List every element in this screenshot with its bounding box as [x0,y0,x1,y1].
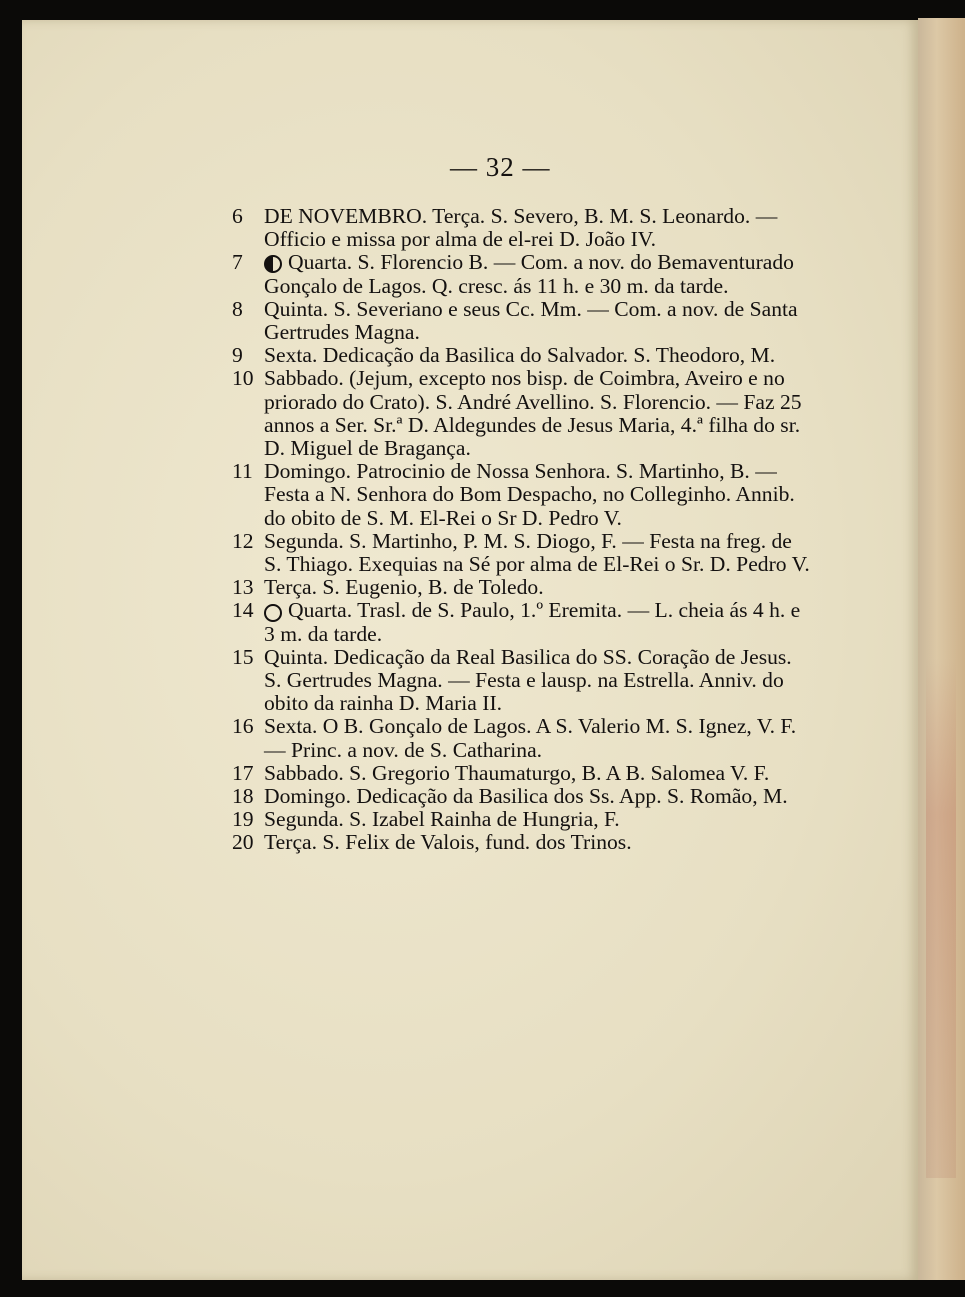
entry-13 [232,576,812,599]
entry-text: Terça. S. Eugenio, B. de Toledo. [264,575,544,600]
paper-stain [926,658,956,1178]
entry-text: Domingo. Patrocinio de Nossa Senhora. S. Martinho, B. — Festa a N. Senhora do Bom Despacho, no Colleginho. Annib. do obito de S. M. El-Rei o Sr D. Pedro V. [264,459,795,530]
day-number: 19 [232,807,254,832]
day-number: 18 [232,784,254,809]
entry-text: Segunda. S. Izabel Rainha de Hungria, F. [264,807,620,832]
day-number: 15 [232,644,254,669]
entry-text: Segunda. S. Martinho, P. M. S. Diogo, F. — Festa na freg. de S. Thiago. Exequias na Sé por alma de El-Rei o Sr. D. Pedro V. [264,528,810,577]
day-number: 7 [232,250,243,275]
day-number: 12 [232,528,254,553]
entry-15 [232,646,812,716]
entry-14 [232,599,812,645]
entry-18 [232,785,812,808]
entry-text: Sexta. Dedicação da Basilica do Salvador. S. Theodoro, M. [264,343,776,368]
entry-17 [232,762,812,785]
entry-text: Domingo. Dedicação da Basilica dos Ss. App. S. Romão, M. [264,784,788,809]
entry-8 [232,298,812,344]
calendar-entries [232,205,812,855]
day-number: 11 [232,459,253,484]
entry-text: Quinta. Dedicação da Real Basilica do SS. Coração de Jesus. S. Gertrudes Magna. — Festa e lausp. na Estrella. Anniv. do obito da rainha D. Maria II. [264,644,792,716]
page-number: — 32 — [450,152,551,182]
entry-text: Quarta. Trasl. de S. Paulo, 1.º Eremita. — L. cheia ás 4 h. e 3 m. da tarde. [264,598,801,646]
day-number: 8 [232,296,243,321]
entry-10 [232,367,812,460]
day-number: 13 [232,575,254,600]
entry-6 [232,205,812,251]
day-number: 14 [232,598,254,623]
entry-9 [232,344,812,367]
entry-text: Sabbado. S. Gregorio Thaumaturgo, B. A B. Salomea V. F. [264,760,770,785]
day-number: 17 [232,760,254,785]
entry-text: Quinta. S. Severiano e seus Cc. Mm. — Com. a nov. de Santa Gertrudes Magna. [264,296,798,345]
adjacent-page-edge [918,18,965,1280]
day-number: 6 [232,204,243,228]
entry-16 [232,715,812,761]
entry-text: Sabbado. (Jejum, excepto nos bisp. de Coimbra, Aveiro e no priorado do Crato). S. André Avellino. S. Florencio. — Faz 25 annos a Ser. Sr.ª D. Aldegundes de Jesus Maria, 4.ª filha do sr. D. Miguel de Bragança. [264,366,802,461]
entry-text: Quarta. S. Florencio B. — Com. a nov. do Bemaventurado Gonçalo de Lagos. Q. cresc. ás 11 h. e 30 m. da tarde. [264,250,794,298]
day-number: 16 [232,714,254,739]
day-number: 20 [232,830,254,855]
entry-19 [232,808,812,831]
last-quarter-moon-icon [264,255,282,273]
entry-7 [232,251,812,297]
entry-text: Sexta. O B. Gonçalo de Lagos. A S. Valerio M. S. Ignez, V. F. — Princ. a nov. de S. Catharina. [264,714,797,762]
entry-11 [232,460,812,530]
full-moon-icon [264,604,282,622]
entry-20 [232,831,812,854]
entry-text: Terça. S. Felix de Valois, fund. dos Trinos. [264,830,632,855]
entry-12 [232,530,812,576]
day-number: 10 [232,366,254,391]
entry-text: DE NOVEMBRO. Terça. S. Severo, B. M. S. Leonardo. — Officio e missa por alma de el-rei D. João IV. [264,204,778,252]
day-number: 9 [232,343,243,368]
